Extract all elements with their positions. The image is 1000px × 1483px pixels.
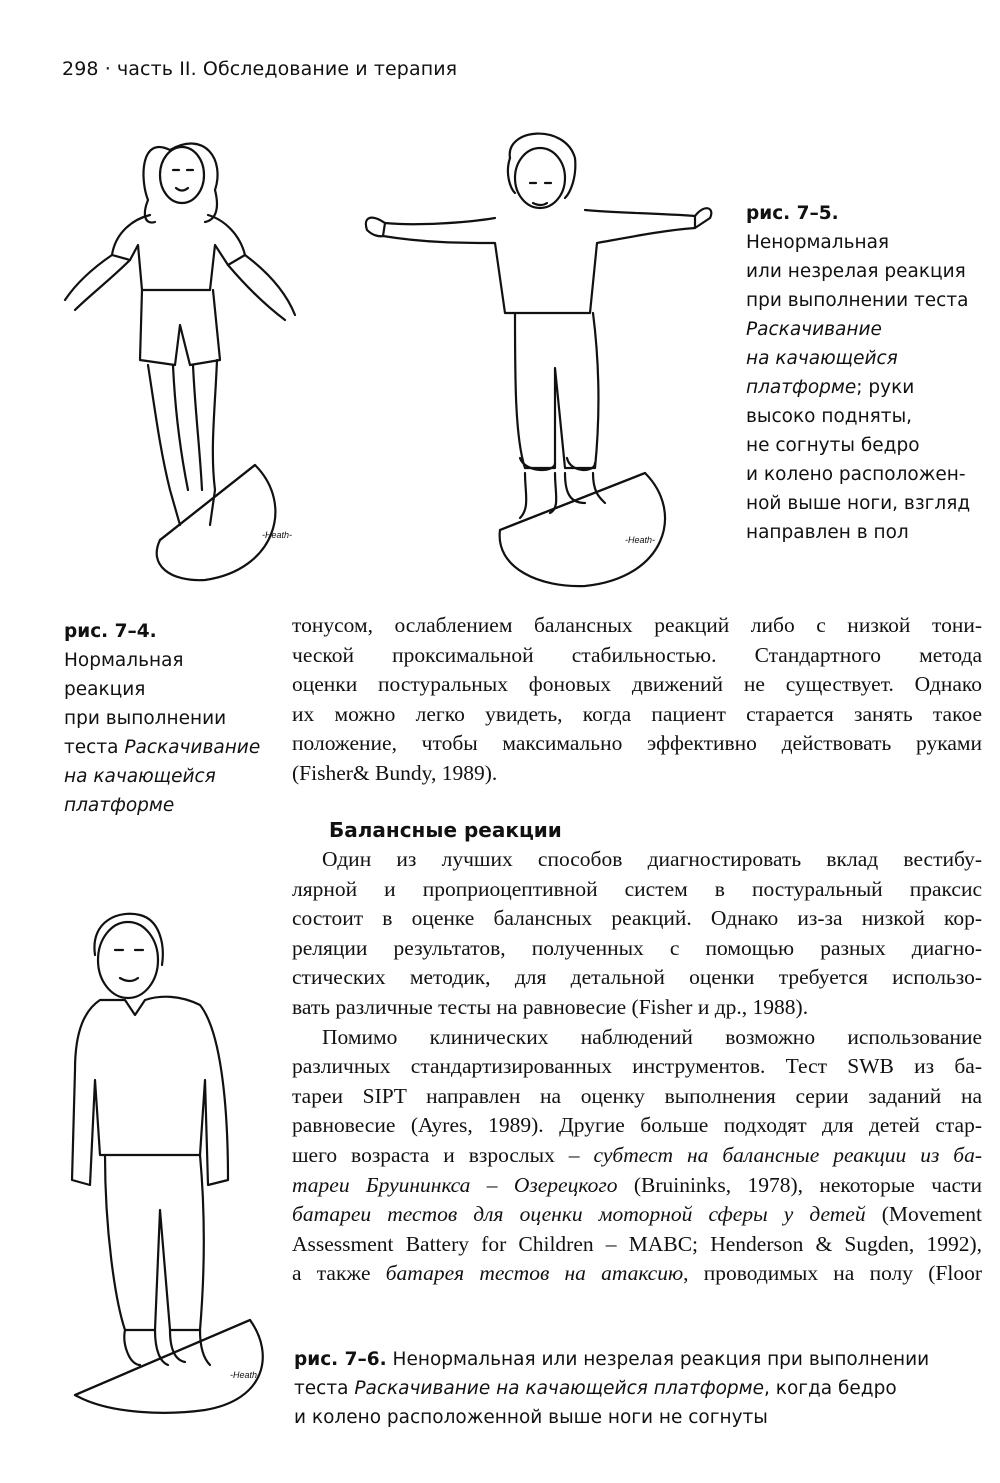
figure-7-4-illustration [30, 120, 330, 590]
text-line: реляции результатов, полученных с помощью разных диагно- [292, 935, 982, 960]
caption-line [64, 733, 260, 762]
caption-line: на качающейся [746, 348, 898, 369]
artist-signature: -Heath- [625, 535, 656, 545]
text-segment: шего возраста и взрослых – [292, 1142, 594, 1167]
caption-text: теста [294, 1378, 355, 1399]
caption-line [294, 1345, 929, 1374]
text-line: ческой проксимальной стабильностью. Стандартного метода [292, 642, 982, 667]
caption-label: рис. 7–5. [746, 203, 839, 224]
italic-segment: субтест на балансные реакции из ба- [593, 1142, 982, 1167]
body-paragraph-1 [292, 611, 982, 789]
caption-italic-text: платформе [746, 377, 857, 398]
caption-line [746, 373, 970, 402]
text-line: оценки постуральных фоновых движений не существует. Однако [292, 672, 982, 697]
text-line: равновесие (Ayres, 1989). Другие больше подходят для детей стар- [292, 1113, 982, 1138]
text-line: (Fisher& Bundy, 1989). [292, 760, 498, 785]
caption-line: высоко подняты, [746, 406, 913, 427]
caption-figure-7-5 [746, 199, 970, 547]
caption-line: Нормальная [64, 650, 184, 671]
caption-line: направлен в пол [746, 522, 909, 543]
caption-line: реакция [64, 679, 146, 700]
text-line [292, 1171, 982, 1201]
text-line [292, 1200, 982, 1230]
text-line: лярной и проприоцептивной систем в постуральный праксис [292, 876, 982, 901]
text-line: Помимо клинических наблюдений возможно использование [322, 1024, 982, 1049]
text-line: тонусом, ослаблением балансных реакций либо с низкой тони- [292, 613, 982, 637]
text-segment: , проводимых на полу (Floor [683, 1261, 982, 1286]
caption-line: Ненормальная [746, 232, 890, 253]
caption-line: ной выше ноги, взгляд [746, 493, 971, 514]
figure-7-5-illustration [355, 118, 725, 588]
text-segment: (Bruininks, 1978), некоторые части [617, 1172, 982, 1197]
caption-line: и колено расположен- [746, 464, 966, 485]
text-line [292, 1141, 982, 1171]
text-segment: (Movement [865, 1202, 982, 1227]
caption-line: и колено расположенной выше ноги не согнуты [294, 1407, 768, 1428]
caption-line [294, 1374, 929, 1403]
text-line: Один из лучших способов диагностировать вклад вестибу- [322, 847, 982, 871]
text-line: их можно легко увидеть, когда пациент старается занять такое [292, 701, 982, 726]
text-line: Assessment Battery for Children – MABC; Henderson & Sugden, 1992), [292, 1231, 982, 1256]
artist-signature: -Heath- [230, 1370, 261, 1380]
caption-text: , когда бедро [764, 1378, 897, 1399]
caption-text: ; руки [856, 377, 915, 398]
text-line: вать различные тесты на равновесие (Fisher и др., 1988). [292, 994, 809, 1019]
caption-figure-7-4 [64, 617, 260, 820]
text-segment: а также [292, 1261, 386, 1286]
caption-label: рис. 7–6. [294, 1349, 387, 1370]
caption-label: рис. 7–4. [64, 621, 157, 642]
italic-segment: батареи тестов для оценки моторной сферы у детей [292, 1202, 866, 1227]
text-line: тареи SIPT направлен на оценку выполнения серии заданий на [292, 1083, 982, 1108]
caption-text: теста [64, 737, 125, 758]
caption-italic-text: Раскачивание на качающейся платформе [354, 1378, 765, 1399]
section-heading: Балансные реакции [329, 818, 562, 842]
figure-7-6-illustration [60, 900, 290, 1420]
caption-line: или незрелая реакция [746, 261, 966, 282]
text-line: положение, чтобы максимально эффективно действовать руками [292, 731, 982, 756]
caption-line: платформе [64, 795, 175, 816]
text-line: состоит в оценке балансных реакций. Однако из-за низкой кор- [292, 906, 982, 931]
caption-line: при выполнении [64, 708, 227, 729]
text-line: стических методик, для детальной оценки требуется использо- [292, 965, 982, 990]
caption-line: не согнуты бедро [746, 435, 920, 456]
body-paragraph-2 [292, 845, 982, 1289]
caption-italic-text: Раскачивание [124, 737, 261, 758]
italic-segment: тареи Бруининкса – Озерецкого [292, 1172, 618, 1197]
caption-figure-7-6 [294, 1345, 929, 1432]
artist-signature: -Heath- [262, 530, 293, 540]
text-line [292, 1259, 982, 1289]
caption-line: на качающейся [64, 766, 216, 787]
italic-segment: батарея тестов на атаксию [385, 1261, 684, 1286]
running-header: 298 · часть II. Обследование и терапия [62, 58, 458, 80]
caption-line: при выполнении теста [746, 290, 969, 311]
caption-line: Раскачивание [746, 319, 882, 340]
text-line: различных стандартизированных инструментов. Тест SWB из ба- [292, 1054, 982, 1079]
caption-text: Ненормальная или незрелая реакция при выполнении [386, 1349, 930, 1370]
